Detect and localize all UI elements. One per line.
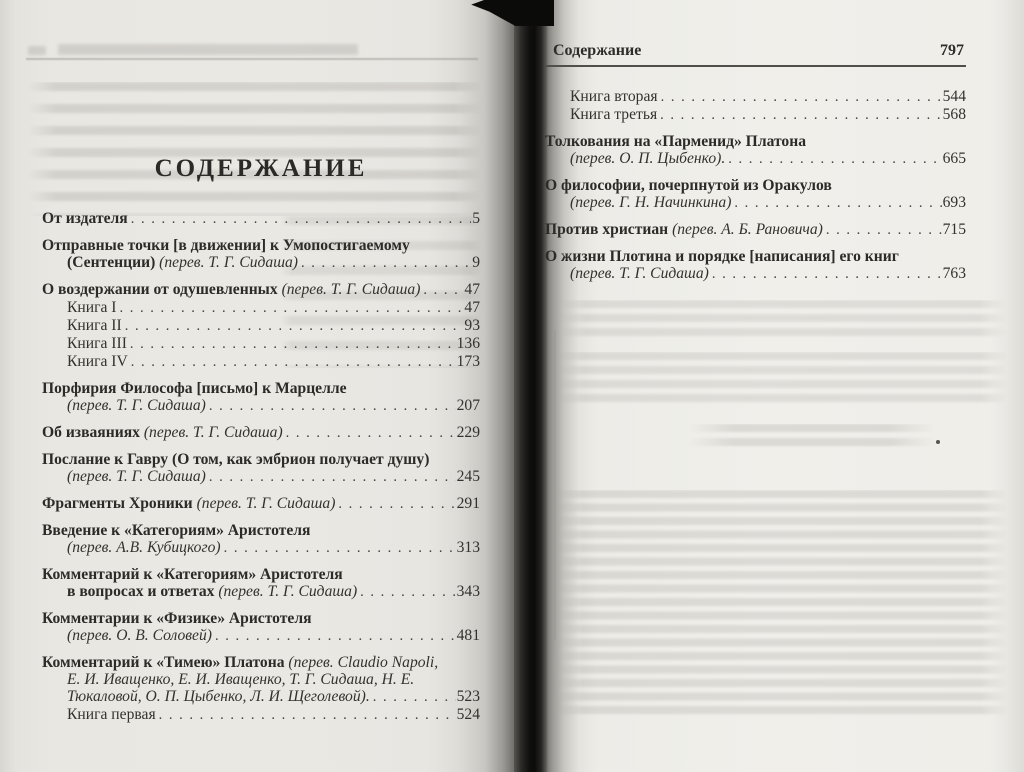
toc-page-number: 715 [942, 221, 966, 238]
dotted-leader [286, 425, 456, 442]
toc-row [545, 221, 966, 239]
toc-row [42, 210, 480, 228]
toc-page-number: 5 [472, 210, 480, 227]
toc-title: в вопросах и ответах (перев. Т. Г. Сидаша) [67, 583, 358, 600]
toc-row [545, 194, 966, 212]
toc-row [42, 299, 480, 317]
toc-title: От издателя [42, 210, 128, 227]
book-spine [514, 0, 548, 772]
toc-title: Книга I [67, 299, 117, 316]
dotted-leader [660, 107, 941, 124]
dotted-leader [209, 469, 456, 486]
toc-heading: СОДЕРЖАНИЕ [154, 155, 368, 182]
toc-title: Тюкаловой, О. П. Цыбенко, Л. И. Щеголевой). [67, 688, 370, 705]
toc-row [42, 583, 480, 601]
left-page-content [42, 152, 480, 724]
toc-page-number: 568 [942, 106, 966, 123]
running-header [545, 42, 966, 67]
toc-title: (перев. О. В. Соловей) [67, 627, 212, 644]
dotted-leader [215, 628, 456, 645]
toc-title: Комментарий к «Тимею» Платона (перев. Claudio Napoli, [42, 654, 439, 671]
toc-title: Комментарии к «Физике» Аристотеля [42, 610, 312, 627]
toc-row [42, 397, 480, 415]
dotted-leader [120, 300, 464, 317]
toc-page-number: 523 [456, 688, 480, 705]
toc-row [42, 522, 480, 539]
toc-title: Введение к «Категориям» Аристотеля [42, 522, 311, 539]
running-header-title: Содержание [553, 42, 642, 59]
bleedthrough-line [554, 330, 556, 640]
toc-page-number: 291 [456, 495, 480, 512]
toc-page-number: 343 [456, 583, 480, 600]
toc-row [42, 627, 480, 645]
toc-title: Отправные точки [в движении] к Умопостигаемому [42, 237, 410, 254]
toc-page-number: 173 [456, 353, 480, 370]
toc-list-right [545, 88, 966, 283]
toc-page-number: 245 [456, 468, 480, 485]
toc-row [42, 281, 480, 299]
toc-page-number: 47 [464, 281, 480, 298]
toc-page-number: 481 [456, 627, 480, 644]
toc-title: (перев. Т. Г. Сидаша) [570, 265, 709, 282]
toc-page-number: 93 [464, 317, 480, 334]
dotted-leader [728, 151, 941, 168]
toc-title: (перев. Т. Г. Сидаша) [67, 397, 206, 414]
toc-page-number: 136 [456, 335, 480, 352]
toc-row [42, 654, 480, 671]
toc-row [545, 88, 966, 106]
toc-row [42, 610, 480, 627]
toc-title: О воздержании от одушевленных (перев. Т. Г. Сидаша) [42, 281, 421, 298]
toc-title: Е. И. Иващенко, Е. И. Иващенко, Т. Г. Сидаша, Н. Е. [67, 671, 415, 688]
toc-page-number: 207 [456, 397, 480, 414]
dotted-leader [131, 354, 456, 371]
toc-title: Фрагменты Хроники (перев. Т. Г. Сидаша) [42, 495, 336, 512]
page-number: 797 [940, 42, 964, 59]
bleedthrough-header-text [58, 44, 358, 55]
dotted-leader [661, 89, 942, 106]
toc-title: Книга III [67, 335, 127, 352]
toc-page-number: 544 [942, 88, 966, 105]
toc-row [42, 353, 480, 371]
toc-title: Книга третья [570, 106, 658, 123]
toc-page-number: 524 [456, 706, 480, 723]
dotted-leader [338, 496, 455, 513]
toc-page-number: 665 [942, 150, 966, 167]
toc-title: Послание к Гавру (О том, как эмбрион получает душу) [42, 451, 430, 468]
toc-row [42, 566, 480, 583]
dotted-leader [826, 222, 942, 239]
toc-page-number: 763 [942, 265, 966, 282]
toc-title: О жизни Плотина и порядке [написания] его книг [545, 248, 899, 265]
dotted-leader [301, 255, 471, 272]
toc-page-number: 313 [456, 539, 480, 556]
toc-row [42, 495, 480, 513]
toc-title: Толкования на «Парменид» Платона [545, 133, 806, 150]
dotted-leader [360, 584, 455, 601]
dotted-leader [159, 707, 456, 724]
toc-row [42, 254, 480, 272]
toc-title: Книга вторая [570, 88, 658, 105]
toc-row [545, 150, 966, 168]
dotted-leader [131, 211, 471, 228]
dotted-leader [130, 336, 456, 353]
toc-title: О философии, почерпнутой из Оракулов [545, 177, 832, 194]
toc-title: Комментарий к «Категориям» Аристотеля [42, 566, 343, 583]
toc-title: Книга первая [67, 706, 156, 723]
dotted-leader [209, 398, 456, 415]
toc-row [42, 688, 480, 706]
dotted-leader [224, 540, 456, 557]
toc-page-number: 229 [456, 424, 480, 441]
toc-title: Порфирия Философа [письмо] к Марцелле [42, 380, 347, 397]
toc-title: (Сентенции) (перев. Т. Г. Сидаша) [67, 254, 298, 271]
dotted-leader [125, 318, 464, 335]
toc-page-number: 693 [942, 194, 966, 211]
toc-row [42, 468, 480, 486]
toc-title: (перев. Т. Г. Сидаша) [67, 468, 206, 485]
toc-title: (перев. Г. Н. Начинкина) [570, 194, 732, 211]
toc-page-number: 9 [472, 254, 480, 271]
toc-row [545, 133, 966, 150]
toc-page-number: 47 [464, 299, 480, 316]
toc-title: Об изваяниях (перев. Т. Г. Сидаша) [42, 424, 283, 441]
toc-title: (перев. О. П. Цыбенко). [570, 150, 726, 167]
dotted-leader [373, 689, 456, 706]
toc-row [42, 335, 480, 353]
toc-row [42, 380, 480, 397]
toc-row [545, 177, 966, 194]
toc-row [42, 671, 480, 688]
toc-list-left [42, 210, 480, 724]
toc-row [42, 317, 480, 335]
bleedthrough-header-mark [28, 46, 46, 55]
dotted-leader [423, 282, 463, 299]
right-page-content [545, 42, 966, 283]
toc-row [42, 539, 480, 557]
toc-title: (перев. А.В. Кубицкого) [67, 539, 221, 556]
bleedthrough-header-rule [26, 58, 478, 60]
toc-row [42, 237, 480, 254]
toc-row [545, 106, 966, 124]
toc-row [545, 265, 966, 283]
toc-row [545, 248, 966, 265]
dotted-leader [712, 266, 942, 283]
toc-title: Книга II [67, 317, 122, 334]
dotted-leader [734, 195, 941, 212]
toc-title: Против христиан (перев. А. Б. Рановича) [545, 221, 823, 238]
toc-row [42, 706, 480, 724]
toc-title: Книга IV [67, 353, 128, 370]
paper-speck [936, 440, 940, 444]
toc-row [42, 451, 480, 468]
toc-row [42, 424, 480, 442]
